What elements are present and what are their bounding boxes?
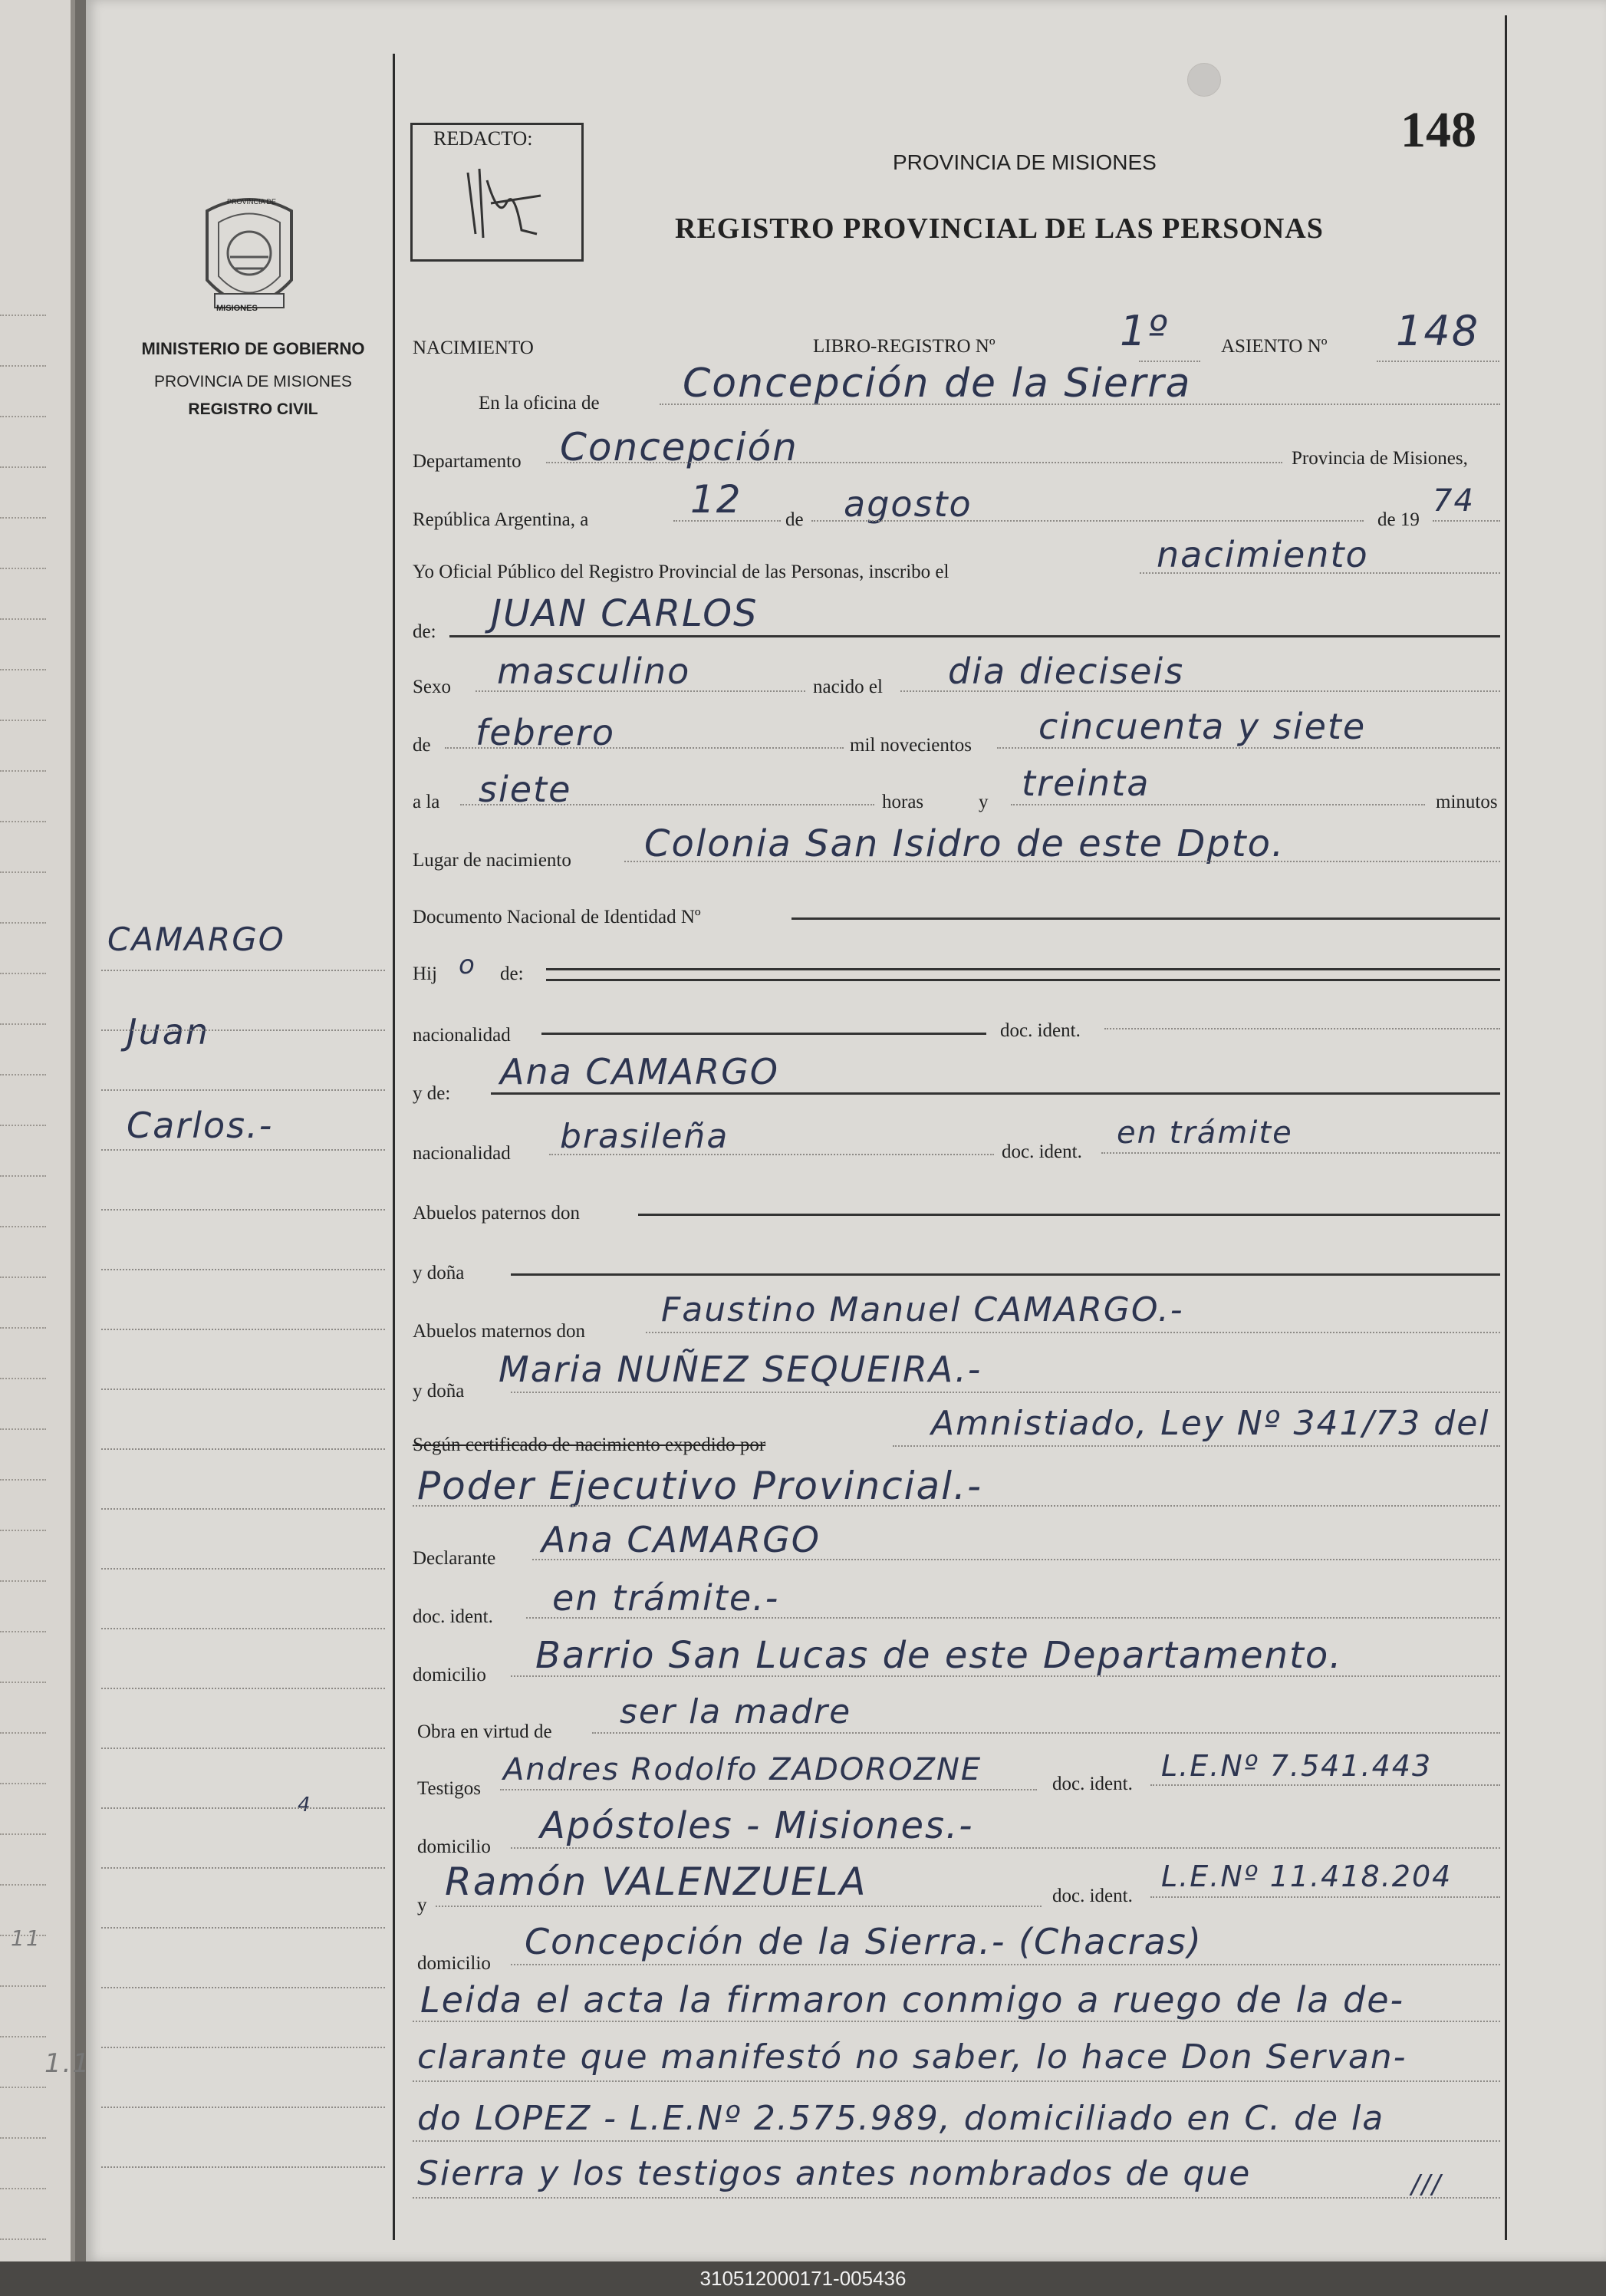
- margin-ruled-line: [101, 1269, 385, 1270]
- ruled-line: [1377, 361, 1499, 362]
- certificate-value-2: Poder Ejecutivo Provincial.-: [417, 1464, 983, 1508]
- ruled-line: [476, 690, 805, 692]
- margin-divider: [393, 54, 395, 2240]
- birthplace-value: Colonia San Isidro de este Dpto.: [644, 822, 1285, 865]
- sex-value: masculino: [497, 651, 691, 692]
- witness-1-name: Andres Rodolfo ZADOROZNE: [503, 1752, 982, 1787]
- born-year: cincuenta y siete: [1038, 706, 1367, 747]
- maternal-grandmother: Maria NUÑEZ SEQUEIRA.-: [499, 1349, 982, 1390]
- margin-number: 4: [298, 1794, 312, 1817]
- witness-2-doc-label: doc. ident.: [1052, 1886, 1133, 1906]
- department-label: Departamento: [413, 451, 522, 472]
- ruled-line: [549, 1154, 994, 1155]
- declarant-name: Ana CAMARGO: [541, 1519, 821, 1560]
- facing-page-line: [0, 1276, 46, 1278]
- ruled-line: [526, 1617, 1500, 1619]
- book-label: LIBRO-REGISTRO Nº: [813, 336, 996, 357]
- inscribed-act: nacimiento: [1157, 534, 1369, 575]
- declarant-doc-label: doc. ident.: [413, 1606, 493, 1627]
- entry-value: 148: [1396, 307, 1480, 355]
- ruled-line: [1150, 1784, 1500, 1786]
- margin-ruled-line: [101, 1987, 385, 1988]
- margin-ruled-line: [101, 1089, 385, 1091]
- book-value: 1º: [1120, 307, 1169, 355]
- civil-registry-label: REGISTRO CIVIL: [188, 400, 318, 418]
- facing-page-line: [0, 2137, 46, 2139]
- ruled-line: [646, 1332, 1500, 1333]
- margin-province-label: PROVINCIA DE MISIONES: [154, 373, 352, 390]
- facing-page-line: [0, 1631, 46, 1632]
- margin-ruled-line: [101, 2166, 385, 2168]
- office-label: En la oficina de: [479, 393, 600, 413]
- mother-name: Ana CAMARGO: [500, 1051, 779, 1092]
- facing-page-line: [0, 1074, 46, 1076]
- certificate-label: Según certificado de nacimiento expedido por: [413, 1435, 766, 1455]
- witness-1-doc: L.E.Nº 7.541.443: [1161, 1749, 1433, 1783]
- margin-ruled-line: [101, 1927, 385, 1929]
- facing-page-line: [0, 1226, 46, 1227]
- ruled-line: [445, 747, 844, 749]
- entry-label: ASIENTO Nº: [1221, 336, 1328, 357]
- facing-page-line: [0, 1682, 46, 1683]
- paternal-grandmother-label: y doña: [413, 1263, 465, 1283]
- ruled-line: [1011, 804, 1425, 805]
- witness-1-doc-label: doc. ident.: [1052, 1774, 1133, 1794]
- year-value: 74: [1433, 483, 1475, 519]
- office-value: Concepción de la Sierra: [683, 361, 1192, 407]
- born-day: dia dieciseis: [948, 651, 1185, 692]
- margin-ruled-line: [101, 1568, 385, 1570]
- minutes-label: minutos: [1436, 792, 1498, 812]
- minutes-value: treinta: [1022, 763, 1150, 804]
- ruled-line: [541, 1033, 986, 1035]
- witness-1-address: Apóstoles - Misiones.-: [540, 1804, 974, 1847]
- facing-page-line: [0, 1175, 46, 1177]
- and-label: y: [979, 792, 989, 812]
- certificate-value-1: Amnistiado, Ley Nº 341/73 del: [931, 1404, 1490, 1443]
- ruled-line: [997, 747, 1500, 749]
- ministry-label: MINISTERIO DE GOBIERNO: [141, 339, 365, 358]
- margin-surname: CAMARGO: [107, 921, 285, 958]
- paternal-grandparents-label: Abuelos paternos don: [413, 1203, 581, 1224]
- birthplace-label: Lugar de nacimiento: [413, 850, 571, 871]
- child-of-label: Hij: [413, 964, 437, 984]
- facing-page-line: [0, 1833, 46, 1835]
- ruled-line: [638, 1214, 1500, 1216]
- facing-page-line: [0, 466, 46, 468]
- born-month: febrero: [476, 712, 615, 753]
- margin-ruled-line: [101, 1209, 385, 1211]
- margin-given-name-1: Juan: [127, 1011, 210, 1052]
- ruled-line: [546, 462, 1282, 463]
- hour-value: siete: [479, 769, 572, 810]
- ruled-line: [511, 1964, 1500, 1965]
- ruled-line: [546, 968, 1500, 970]
- born-month-label: de: [413, 735, 431, 756]
- mother-nationality-label: nacionalidad: [413, 1143, 511, 1164]
- witness-2-doc: L.E.Nº 11.418.204: [1161, 1860, 1453, 1893]
- official-statement: Yo Oficial Público del Registro Provincial de las Personas, inscribo el: [413, 562, 949, 582]
- sex-label: Sexo: [413, 677, 451, 697]
- ruled-line: [532, 1559, 1500, 1560]
- ruled-line: [500, 1789, 1037, 1790]
- facing-page-line: [0, 315, 46, 316]
- maternal-grandfather: Faustino Manuel CAMARGO.-: [661, 1290, 1184, 1329]
- ruled-line: [511, 1675, 1500, 1677]
- ruled-line: [449, 635, 1500, 637]
- ruled-line: [413, 1505, 1500, 1507]
- crest-ring-text: PROVINCIA DE: [227, 198, 277, 206]
- acts-by-virtue-label: Obra en virtud de: [417, 1721, 552, 1742]
- declarant-address-label: domicilio: [413, 1665, 486, 1685]
- facing-page-line: [0, 973, 46, 974]
- maternal-grandparents-label: Abuelos maternos don: [413, 1321, 585, 1342]
- thousand-label: mil novecientos: [850, 735, 972, 756]
- margin-ruled-line: [101, 1508, 385, 1510]
- ruled-line: [413, 2021, 1500, 2022]
- ruled-line: [1150, 1896, 1500, 1898]
- ruled-line: [673, 520, 781, 522]
- ruled-line: [811, 520, 1364, 522]
- ruled-line: [1433, 520, 1500, 522]
- father-nationality-label: nacionalidad: [413, 1025, 511, 1046]
- department-suffix: Provincia de Misiones,: [1292, 448, 1468, 469]
- facing-page-line: [0, 1428, 46, 1430]
- facing-page-line: [0, 568, 46, 569]
- declarant-address: Barrio San Lucas de este Departamento.: [535, 1634, 1343, 1677]
- ruled-line: [791, 917, 1500, 920]
- republic-label: República Argentina, a: [413, 509, 589, 530]
- ruled-line: [413, 2197, 1500, 2199]
- declarant-label: Declarante: [413, 1548, 496, 1569]
- facing-page-line: [0, 1125, 46, 1126]
- ruled-line: [900, 690, 1500, 692]
- facing-page-line: [0, 821, 46, 822]
- document-id-footer: 310512000171-005436: [0, 2261, 1606, 2296]
- facing-page-line: [0, 2238, 46, 2240]
- facing-page-line: [0, 1378, 46, 1379]
- page-number: 148: [1400, 102, 1476, 158]
- month-de-label: de: [785, 509, 804, 530]
- ruled-line: [592, 1732, 1500, 1734]
- margin-ruled-line: [101, 2107, 385, 2108]
- crest-motto: MISIONES: [216, 304, 258, 313]
- redacto-label: REDACTO:: [433, 127, 533, 150]
- witness-1-address-label: domicilio: [417, 1836, 491, 1857]
- ruled-line: [491, 1092, 1500, 1095]
- margin-note-2: 1.1: [44, 2048, 91, 2079]
- facing-page-line: [0, 618, 46, 620]
- closing-end-mark: ///: [1411, 2169, 1443, 2200]
- ruled-line: [436, 1906, 1042, 1907]
- facing-page-edge: [0, 0, 75, 2261]
- margin-ruled-line: [101, 2047, 385, 2048]
- margin-ruled-line: [101, 1149, 385, 1151]
- margin-ruled-line: [101, 970, 385, 971]
- ruled-line: [546, 979, 1500, 981]
- margin-ruled-line: [101, 1807, 385, 1809]
- margin-ruled-line: [101, 1329, 385, 1330]
- province-heading: PROVINCIA DE MISIONES: [893, 150, 1157, 174]
- facing-page-line: [0, 922, 46, 924]
- margin-ruled-line: [101, 1029, 385, 1031]
- facing-page-line: [0, 2036, 46, 2037]
- closing-line-3: do LOPEZ - L.E.Nº 2.575.989, domiciliado en C. de la: [417, 2099, 1385, 2138]
- ruled-line: [413, 2080, 1500, 2082]
- maternal-grandmother-label: y doña: [413, 1381, 465, 1402]
- ruled-line: [624, 861, 1500, 862]
- margin-note-1: 11: [11, 1925, 41, 1951]
- witnesses-label: Testigos: [417, 1778, 481, 1799]
- facing-page-line: [0, 1732, 46, 1734]
- ruled-line: [511, 1392, 1500, 1393]
- child-name: JUAN CARLOS: [491, 592, 759, 635]
- margin-ruled-line: [101, 1448, 385, 1450]
- child-of-suffix: o: [459, 950, 476, 980]
- facing-page-line: [0, 1884, 46, 1886]
- closing-line-1: Leida el acta la firmaron conmigo a ruego de la de-: [420, 1979, 1405, 2021]
- margin-ruled-line: [101, 1867, 385, 1869]
- hours-label: horas: [882, 792, 924, 812]
- ruled-line: [460, 804, 874, 805]
- department-value: Concepción: [560, 425, 798, 469]
- witness-2-address-label: domicilio: [417, 1953, 491, 1974]
- facing-page-line: [0, 770, 46, 772]
- closing-line-4: Sierra y los testigos antes nombrados de que: [417, 2154, 1252, 2193]
- year-label: de 19: [1377, 509, 1420, 530]
- facing-page-line: [0, 1783, 46, 1784]
- ruled-line: [893, 1445, 1500, 1447]
- facing-page-line: [0, 2087, 46, 2088]
- facing-page-line: [0, 1580, 46, 1582]
- ruled-line: [413, 2140, 1500, 2142]
- ruled-line: [1140, 572, 1500, 574]
- closing-line-2: clarante que manifestó no saber, lo hace Don Servan-: [417, 2037, 1407, 2077]
- dni-label: Documento Nacional de Identidad Nº: [413, 907, 701, 927]
- facing-page-line: [0, 720, 46, 721]
- margin-ruled-line: [101, 1388, 385, 1390]
- father-doc-label: doc. ident.: [1000, 1020, 1081, 1041]
- ruled-line: [511, 1847, 1500, 1849]
- signature-scrawl: [453, 157, 560, 249]
- mother-doc-label: doc. ident.: [1002, 1141, 1082, 1162]
- act-type-label: NACIMIENTO: [413, 338, 534, 358]
- ruled-line: [511, 1273, 1500, 1276]
- facing-page-line: [0, 1023, 46, 1025]
- margin-ruled-line: [101, 1688, 385, 1689]
- name-de-label: de:: [413, 621, 436, 642]
- facing-page-line: [0, 1530, 46, 1531]
- ruled-line: [1101, 1152, 1500, 1154]
- facing-page-line: [0, 365, 46, 367]
- facing-page-line: [0, 871, 46, 873]
- mother-doc: en trámite: [1117, 1115, 1293, 1151]
- witness-2-and-label: y: [417, 1895, 427, 1916]
- ruled-line: [1104, 1028, 1500, 1029]
- facing-page-line: [0, 1985, 46, 1987]
- margin-ruled-line: [101, 1628, 385, 1629]
- margin-ruled-line: [101, 1748, 385, 1749]
- facing-page-line: [0, 517, 46, 519]
- mother-de-label: y de:: [413, 1083, 451, 1104]
- mother-nationality: brasileña: [560, 1117, 729, 1156]
- ruled-line: [1139, 361, 1200, 362]
- father-de-label: de:: [500, 964, 524, 984]
- born-label: nacido el: [813, 677, 883, 697]
- facing-page-line: [0, 416, 46, 417]
- facing-page-line: [0, 1327, 46, 1329]
- hour-label: a la: [413, 792, 440, 812]
- witness-2-name: Ramón VALENZUELA: [445, 1860, 867, 1904]
- declarant-doc: en trámite.-: [552, 1577, 780, 1619]
- facing-page-line: [0, 1479, 46, 1481]
- punch-hole: [1187, 63, 1221, 97]
- margin-given-name-2: Carlos.-: [127, 1105, 274, 1146]
- month-value: agosto: [844, 483, 972, 525]
- right-border: [1505, 15, 1507, 2240]
- facing-page-line: [0, 669, 46, 670]
- registry-heading: REGISTRO PROVINCIAL DE LAS PERSONAS: [675, 212, 1324, 245]
- ruled-line: [660, 404, 1500, 405]
- acts-by-virtue-value: ser la madre: [620, 1692, 852, 1731]
- witness-2-address: Concepción de la Sierra.- (Chacras): [525, 1921, 1203, 1962]
- facing-page-line: [0, 2188, 46, 2189]
- day-value: 12: [690, 477, 742, 522]
